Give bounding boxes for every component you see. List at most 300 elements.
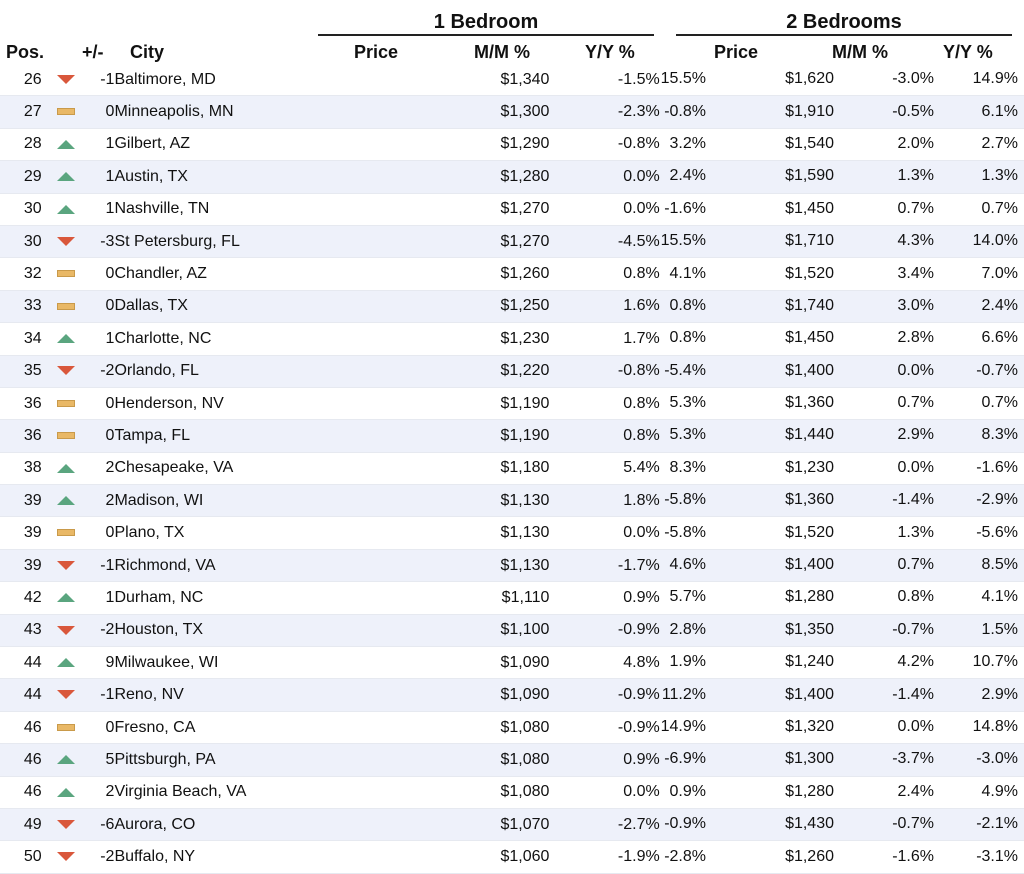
trend-indicator [42, 96, 90, 128]
yy-2bed: 8.5% [981, 556, 1018, 574]
yy-2bed: -2.1% [976, 815, 1018, 833]
city-name: Nashville, TN [114, 193, 416, 225]
rank-unchanged-icon [57, 400, 75, 407]
mm-1bed: 0.0% [549, 161, 659, 193]
city-name: Baltimore, MD [114, 64, 416, 96]
position: 34 [0, 323, 42, 355]
rest-cells [660, 225, 1024, 257]
table-row [0, 290, 1024, 322]
mm-1bed: 0.9% [549, 582, 659, 614]
position-change: 1 [89, 193, 114, 225]
yy-1bed: 3.2% [669, 134, 706, 152]
yy-1bed: -1.6% [664, 199, 706, 217]
yy-2bed: 7.0% [981, 264, 1018, 282]
city-name: Madison, WI [114, 485, 416, 517]
price-2bed: $1,520 [785, 264, 834, 282]
rank-down-icon [57, 366, 75, 375]
trend-indicator [42, 647, 90, 679]
city-name: Tampa, FL [114, 420, 416, 452]
yy-2bed: -1.6% [976, 458, 1018, 476]
position-change: -2 [89, 614, 114, 646]
yy-2bed: 4.1% [981, 588, 1018, 606]
yy-1bed: -5.4% [664, 361, 706, 379]
city-name: Chesapeake, VA [114, 452, 416, 484]
position-change: 1 [89, 582, 114, 614]
position-change: 0 [89, 420, 114, 452]
price-1bed: $1,100 [425, 614, 550, 646]
mm-2bed: -1.6% [892, 847, 934, 865]
rest-cells [660, 452, 1024, 484]
trend-indicator [42, 128, 90, 160]
position: 29 [0, 161, 42, 193]
city-name: Henderson, NV [114, 387, 416, 419]
position-change: 0 [89, 517, 114, 549]
trend-indicator [42, 64, 90, 96]
rest-cells [660, 290, 1024, 322]
city-name: Chandler, AZ [114, 258, 416, 290]
yy-2bed: 1.5% [981, 620, 1018, 638]
position-change: 2 [89, 776, 114, 808]
mm-1bed: 1.8% [549, 485, 659, 517]
mm-2bed: 0.7% [897, 394, 934, 412]
mm-1bed: 1.6% [549, 290, 659, 322]
table-row [0, 387, 1024, 419]
position: 32 [0, 258, 42, 290]
table-row [0, 582, 1024, 614]
yy-2bed: -3.1% [976, 847, 1018, 865]
table-row [0, 420, 1024, 452]
rest-cells [660, 808, 1024, 840]
price-2bed: $1,400 [785, 361, 834, 379]
table-row [0, 225, 1024, 257]
price-2bed: $1,430 [785, 815, 834, 833]
rank-up-icon [57, 593, 75, 602]
trend-indicator [42, 711, 90, 743]
city-name: Gilbert, AZ [114, 128, 416, 160]
mm-2bed: 0.0% [897, 458, 934, 476]
position-change: 1 [89, 161, 114, 193]
city-name: Aurora, CO [114, 808, 416, 840]
price-2bed: $1,360 [785, 491, 834, 509]
table-row [0, 647, 1024, 679]
yy-1bed: -0.8% [664, 102, 706, 120]
position-change: -3 [89, 225, 114, 257]
price-1bed: $1,080 [425, 776, 550, 808]
yy-2bed: 2.9% [981, 685, 1018, 703]
mm-1bed: 4.8% [549, 647, 659, 679]
ranking-table-body [0, 64, 1024, 874]
rest-cells [660, 193, 1024, 225]
yy-1bed: -2.8% [664, 847, 706, 865]
table-row [0, 128, 1024, 160]
table-row [0, 355, 1024, 387]
position-change: 0 [89, 387, 114, 419]
rank-down-icon [57, 75, 75, 84]
rest-cells [660, 679, 1024, 711]
yy-2bed: 6.1% [981, 102, 1018, 120]
yy-2bed: 0.7% [981, 394, 1018, 412]
price-1bed: $1,220 [425, 355, 550, 387]
yy-1bed: 15.5% [660, 70, 706, 88]
trend-indicator [42, 776, 90, 808]
table-row [0, 549, 1024, 581]
position: 44 [0, 647, 42, 679]
price-1bed: $1,280 [425, 161, 550, 193]
yy-1bed: 8.3% [669, 458, 706, 476]
mm-1bed: 0.9% [549, 744, 659, 776]
position-change: -1 [89, 679, 114, 711]
price-1bed: $1,290 [425, 128, 550, 160]
trend-indicator [42, 193, 90, 225]
trend-indicator [42, 614, 90, 646]
table-row [0, 323, 1024, 355]
yy-1bed: 2.8% [669, 620, 706, 638]
mm-2bed: 1.3% [897, 167, 934, 185]
rest-cells [660, 96, 1024, 128]
mm-1bed: -0.9% [549, 711, 659, 743]
rank-unchanged-icon [57, 108, 75, 115]
price-2bed: $1,620 [785, 70, 834, 88]
col-header-pos: Pos. [6, 41, 45, 62]
rest-cells [660, 485, 1024, 517]
group-underline-2-bedrooms [676, 34, 1012, 36]
trend-indicator [42, 420, 90, 452]
mm-1bed: -2.3% [549, 96, 659, 128]
mm-2bed: 4.2% [897, 653, 934, 671]
trend-indicator [42, 744, 90, 776]
col-header-mm-2bed: M/M % [832, 41, 888, 62]
yy-2bed: 2.7% [981, 134, 1018, 152]
position-change: 0 [89, 258, 114, 290]
group-header-1-bedroom: 1 Bedroom [433, 11, 539, 33]
price-2bed: $1,260 [785, 847, 834, 865]
rest-cells [660, 549, 1024, 581]
rest-cells [660, 582, 1024, 614]
rank-down-icon [57, 237, 75, 246]
position: 36 [0, 420, 42, 452]
rank-down-icon [57, 561, 75, 570]
rest-cells [660, 355, 1024, 387]
city-name: Charlotte, NC [114, 323, 416, 355]
price-2bed: $1,910 [785, 102, 834, 120]
yy-1bed: 14.9% [660, 718, 706, 735]
position: 30 [0, 225, 42, 257]
mm-1bed: 0.8% [549, 420, 659, 452]
price-1bed: $1,190 [425, 387, 550, 419]
price-1bed: $1,090 [425, 679, 550, 711]
mm-1bed: -2.7% [549, 808, 659, 840]
mm-1bed: 0.8% [549, 258, 659, 290]
yy-2bed: 10.7% [972, 653, 1018, 671]
city-name: Pittsburgh, PA [114, 744, 416, 776]
mm-2bed: -1.4% [892, 685, 934, 703]
rest-cells [660, 744, 1024, 776]
yy-1bed: 0.8% [669, 296, 706, 314]
position-change: 2 [89, 485, 114, 517]
position-change: 0 [89, 290, 114, 322]
yy-2bed: 14.9% [972, 70, 1018, 88]
price-2bed: $1,520 [785, 523, 834, 541]
mm-2bed: -3.0% [892, 70, 934, 88]
yy-1bed: 4.6% [669, 556, 706, 574]
price-2bed: $1,240 [785, 653, 834, 671]
trend-indicator [42, 841, 90, 873]
city-name: Fresno, CA [114, 711, 416, 743]
col-header-price-2bed: Price [714, 41, 759, 62]
yy-1bed: -0.9% [664, 815, 706, 833]
price-2bed: $1,590 [785, 167, 834, 185]
city-name: Reno, NV [114, 679, 416, 711]
group-header-2-bedrooms: 2 Bedrooms [786, 11, 902, 33]
yy-1bed: 4.1% [669, 264, 706, 282]
table-row [0, 64, 1024, 96]
price-1bed: $1,070 [425, 808, 550, 840]
table-row [0, 614, 1024, 646]
table-row [0, 161, 1024, 193]
position: 49 [0, 808, 42, 840]
price-2bed: $1,400 [785, 556, 834, 574]
yy-2bed: 8.3% [981, 426, 1018, 444]
rank-down-icon [57, 820, 75, 829]
price-1bed: $1,080 [425, 711, 550, 743]
mm-1bed: -4.5% [549, 225, 659, 257]
mm-2bed: 4.3% [897, 232, 934, 250]
yy-2bed: 14.8% [972, 718, 1018, 735]
trend-indicator [42, 387, 90, 419]
rank-unchanged-icon [57, 303, 75, 310]
yy-1bed: 0.8% [669, 329, 706, 347]
yy-1bed: -6.9% [664, 750, 706, 768]
table-row [0, 452, 1024, 484]
rank-unchanged-icon [57, 432, 75, 439]
col-header-city: City [130, 41, 165, 62]
rest-cells [660, 161, 1024, 193]
price-2bed: $1,280 [785, 588, 834, 606]
mm-2bed: 3.0% [897, 296, 934, 314]
city-name: Minneapolis, MN [114, 96, 416, 128]
city-name: Austin, TX [114, 161, 416, 193]
position-change: 0 [89, 711, 114, 743]
price-2bed: $1,230 [785, 458, 834, 476]
mm-1bed: 0.0% [549, 776, 659, 808]
mm-1bed: -0.9% [549, 679, 659, 711]
yy-2bed: 14.0% [972, 232, 1018, 250]
yy-1bed: 0.9% [669, 782, 706, 800]
group-underline-1-bedroom [318, 34, 654, 36]
mm-1bed: -1.5% [549, 64, 659, 96]
yy-1bed: 5.3% [669, 394, 706, 412]
rest-cells [660, 711, 1024, 743]
table-row [0, 808, 1024, 840]
trend-indicator [42, 485, 90, 517]
yy-2bed: -5.6% [976, 523, 1018, 541]
position-change: -6 [89, 808, 114, 840]
price-1bed: $1,130 [425, 485, 550, 517]
position-change: 2 [89, 452, 114, 484]
city-name: Virginia Beach, VA [114, 776, 416, 808]
position: 39 [0, 549, 42, 581]
table-row [0, 193, 1024, 225]
col-header-yy-1bed: Y/Y % [585, 41, 635, 62]
rest-cells [660, 128, 1024, 160]
rank-up-icon [57, 496, 75, 505]
position: 26 [0, 64, 42, 96]
mm-1bed: -1.9% [549, 841, 659, 873]
rank-up-icon [57, 334, 75, 343]
rank-down-icon [57, 626, 75, 635]
mm-2bed: 1.3% [897, 523, 934, 541]
position: 42 [0, 582, 42, 614]
mm-1bed: -0.8% [549, 355, 659, 387]
table-row [0, 517, 1024, 549]
yy-2bed: 1.3% [981, 167, 1018, 185]
yy-1bed: 1.9% [669, 653, 706, 671]
price-2bed: $1,740 [785, 296, 834, 314]
mm-2bed: -0.7% [892, 815, 934, 833]
rank-up-icon [57, 464, 75, 473]
rest-cells [660, 420, 1024, 452]
col-header-yy-2bed: Y/Y % [943, 41, 993, 62]
city-name: Buffalo, NY [114, 841, 416, 873]
mm-1bed: 5.4% [549, 452, 659, 484]
position-change: -2 [89, 841, 114, 873]
mm-1bed: 0.0% [549, 517, 659, 549]
mm-1bed: -0.9% [549, 614, 659, 646]
trend-indicator [42, 549, 90, 581]
yy-2bed: -3.0% [976, 750, 1018, 768]
price-2bed: $1,440 [785, 426, 834, 444]
trend-indicator [42, 225, 90, 257]
col-header-price-1bed: Price [354, 41, 399, 62]
yy-1bed: -5.8% [664, 491, 706, 509]
city-name: St Petersburg, FL [114, 225, 416, 257]
yy-2bed: 2.4% [981, 296, 1018, 314]
price-2bed: $1,350 [785, 620, 834, 638]
position-change: 9 [89, 647, 114, 679]
mm-2bed: 3.4% [897, 264, 934, 282]
mm-2bed: -3.7% [892, 750, 934, 768]
yy-2bed: 0.7% [981, 199, 1018, 217]
mm-2bed: -0.7% [892, 620, 934, 638]
rank-unchanged-icon [57, 724, 75, 731]
mm-2bed: 0.0% [897, 361, 934, 379]
rest-cells [660, 614, 1024, 646]
price-2bed: $1,450 [785, 199, 834, 217]
price-1bed: $1,130 [425, 549, 550, 581]
position-change: -1 [89, 64, 114, 96]
mm-2bed: -0.5% [892, 102, 934, 120]
price-1bed: $1,080 [425, 744, 550, 776]
mm-1bed: -1.7% [549, 549, 659, 581]
table-row [0, 96, 1024, 128]
mm-1bed: 0.0% [549, 193, 659, 225]
rest-cells [660, 647, 1024, 679]
position: 27 [0, 96, 42, 128]
city-name: Orlando, FL [114, 355, 416, 387]
price-1bed: $1,270 [425, 225, 550, 257]
position-change: -2 [89, 355, 114, 387]
yy-2bed: 4.9% [981, 782, 1018, 800]
price-2bed: $1,710 [785, 232, 834, 250]
price-2bed: $1,400 [785, 685, 834, 703]
price-1bed: $1,340 [425, 64, 550, 96]
rank-unchanged-icon [57, 270, 75, 277]
table-row [0, 841, 1024, 873]
price-1bed: $1,180 [425, 452, 550, 484]
price-1bed: $1,130 [425, 517, 550, 549]
yy-1bed: 15.5% [660, 232, 706, 250]
city-name: Milwaukee, WI [114, 647, 416, 679]
position-change: 1 [89, 323, 114, 355]
mm-2bed: 2.9% [897, 426, 934, 444]
table-row [0, 744, 1024, 776]
rest-cells [660, 323, 1024, 355]
yy-1bed: 2.4% [669, 167, 706, 185]
rank-up-icon [57, 205, 75, 214]
yy-2bed: 6.6% [981, 329, 1018, 347]
mm-2bed: 2.4% [897, 782, 934, 800]
price-1bed: $1,260 [425, 258, 550, 290]
price-1bed: $1,110 [425, 582, 550, 614]
price-2bed: $1,320 [785, 718, 834, 735]
rank-up-icon [57, 172, 75, 181]
rank-up-icon [57, 140, 75, 149]
price-2bed: $1,450 [785, 329, 834, 347]
position: 46 [0, 776, 42, 808]
city-name: Richmond, VA [114, 549, 416, 581]
trend-indicator [42, 323, 90, 355]
mm-2bed: -1.4% [892, 491, 934, 509]
yy-1bed: -5.8% [664, 523, 706, 541]
yy-2bed: -0.7% [976, 361, 1018, 379]
rest-cells [660, 517, 1024, 549]
table-row [0, 679, 1024, 711]
yy-1bed: 5.3% [669, 426, 706, 444]
city-name: Durham, NC [114, 582, 416, 614]
position: 46 [0, 711, 42, 743]
trend-indicator [42, 355, 90, 387]
position: 44 [0, 679, 42, 711]
position: 36 [0, 387, 42, 419]
yy-1bed: 11.2% [661, 685, 706, 703]
rank-up-icon [57, 788, 75, 797]
rest-cells [660, 387, 1024, 419]
yy-2bed: -2.9% [976, 491, 1018, 509]
price-1bed: $1,300 [425, 96, 550, 128]
position: 39 [0, 485, 42, 517]
position: 39 [0, 517, 42, 549]
position: 33 [0, 290, 42, 322]
price-2bed: $1,280 [785, 782, 834, 800]
price-2bed: $1,360 [785, 394, 834, 412]
table-row [0, 485, 1024, 517]
price-1bed: $1,190 [425, 420, 550, 452]
mm-2bed: 2.0% [897, 134, 934, 152]
rest-cells [660, 258, 1024, 290]
trend-indicator [42, 582, 90, 614]
mm-2bed: 0.7% [897, 199, 934, 217]
rest-cells [660, 841, 1024, 873]
rank-down-icon [57, 690, 75, 699]
table-row [0, 258, 1024, 290]
city-name: Plano, TX [114, 517, 416, 549]
position: 28 [0, 128, 42, 160]
mm-2bed: 0.8% [897, 588, 934, 606]
position: 43 [0, 614, 42, 646]
position: 46 [0, 744, 42, 776]
trend-indicator [42, 258, 90, 290]
rank-unchanged-icon [57, 529, 75, 536]
